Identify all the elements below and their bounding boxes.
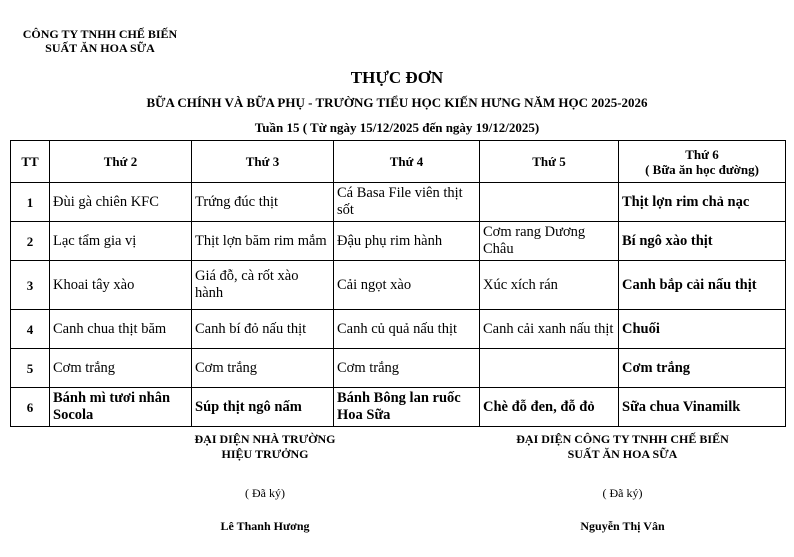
cell-thursday	[480, 349, 619, 388]
company-name-line2: SUẤT ĂN HOA SỮA	[45, 41, 155, 55]
cell-friday: Thịt lợn rim chả nạc	[619, 183, 786, 222]
school-signed-note: ( Đã ký)	[245, 486, 285, 500]
company-header	[0, 27, 200, 55]
header-tt: TT	[11, 141, 50, 183]
school-role: ĐẠI DIỆN NHÀ TRƯỜNG	[194, 432, 336, 446]
row-number: 6	[11, 388, 50, 427]
table-row	[11, 222, 786, 261]
school-representative-title	[135, 432, 395, 462]
cell-wednesday: Cá Basa File viên thịt sốt	[334, 183, 480, 222]
cell-thursday: Cơm rang Dương Châu	[480, 222, 619, 261]
cell-monday: Bánh mì tươi nhân Socola	[50, 388, 192, 427]
company-role-name: SUẤT ĂN HOA SỮA	[567, 447, 678, 461]
header-friday-label: Thứ 6	[685, 146, 719, 162]
header-monday: Thứ 2	[50, 141, 192, 183]
cell-monday: Đùi gà chiên KFC	[50, 183, 192, 222]
row-number: 3	[11, 261, 50, 310]
company-signed-note: ( Đã ký)	[602, 486, 643, 500]
header-friday-note: ( Bữa ăn học đường)	[645, 161, 759, 177]
cell-tuesday: Súp thịt ngô nấm	[192, 388, 334, 427]
row-number: 1	[11, 183, 50, 222]
cell-friday: Bí ngô xào thịt	[619, 222, 786, 261]
cell-thursday: Chè đỗ đen, đỗ đỏ	[480, 388, 619, 427]
header-thursday: Thứ 5	[480, 141, 619, 183]
document-subtitle: BỮA CHÍNH VÀ BỮA PHỤ - TRƯỜNG TIỂU HỌC KIẾN HƯNG NĂM HỌC 2025-2026	[146, 95, 648, 110]
cell-thursday: Canh cải xanh nấu thịt	[480, 310, 619, 349]
header-wednesday: Thứ 4	[334, 141, 480, 183]
table-row	[11, 310, 786, 349]
table-row	[11, 183, 786, 222]
cell-monday: Canh chua thịt băm	[50, 310, 192, 349]
company-representative-title	[490, 432, 755, 462]
company-role: ĐẠI DIỆN CÔNG TY TNHH CHẾ BIẾN	[516, 432, 729, 446]
week-range: Tuần 15 ( Từ ngày 15/12/2025 đến ngày 19/12/2025)	[254, 120, 540, 135]
cell-friday: Canh bắp cải nấu thịt	[619, 261, 786, 310]
cell-tuesday: Giá đỗ, cà rốt xào hành	[192, 261, 334, 310]
row-number: 2	[11, 222, 50, 261]
cell-tuesday: Thịt lợn băm rim mắm	[192, 222, 334, 261]
cell-thursday	[480, 183, 619, 222]
cell-friday: Chuối	[619, 310, 786, 349]
document-title: THỰC ĐƠN	[350, 68, 444, 87]
company-signer-name: Nguyễn Thị Vân	[580, 519, 665, 533]
principal-title: HIỆU TRƯỞNG	[221, 447, 309, 461]
cell-monday: Lạc tẩm gia vị	[50, 222, 192, 261]
cell-friday: Sữa chua Vinamilk	[619, 388, 786, 427]
table-row	[11, 388, 786, 427]
cell-wednesday: Cải ngọt xào	[334, 261, 480, 310]
table-row	[11, 349, 786, 388]
cell-tuesday: Cơm trắng	[192, 349, 334, 388]
cell-friday: Cơm trắng	[619, 349, 786, 388]
cell-monday: Cơm trắng	[50, 349, 192, 388]
school-signer-name: Lê Thanh Hương	[220, 519, 310, 533]
header-friday	[619, 141, 786, 183]
row-number: 4	[11, 310, 50, 349]
cell-wednesday: Canh củ quả nấu thịt	[334, 310, 480, 349]
cell-tuesday: Canh bí đỏ nấu thịt	[192, 310, 334, 349]
cell-wednesday: Bánh Bông lan ruốc Hoa Sữa	[334, 388, 480, 427]
cell-wednesday: Đậu phụ rim hành	[334, 222, 480, 261]
header-tuesday: Thứ 3	[192, 141, 334, 183]
row-number: 5	[11, 349, 50, 388]
table-row	[11, 261, 786, 310]
menu-table	[10, 140, 786, 427]
cell-wednesday: Cơm trắng	[334, 349, 480, 388]
cell-tuesday: Trứng đúc thịt	[192, 183, 334, 222]
cell-thursday: Xúc xích rán	[480, 261, 619, 310]
table-header-row	[11, 141, 786, 183]
cell-monday: Khoai tây xào	[50, 261, 192, 310]
company-name-line1: CÔNG TY TNHH CHẾ BIẾN	[22, 27, 178, 41]
